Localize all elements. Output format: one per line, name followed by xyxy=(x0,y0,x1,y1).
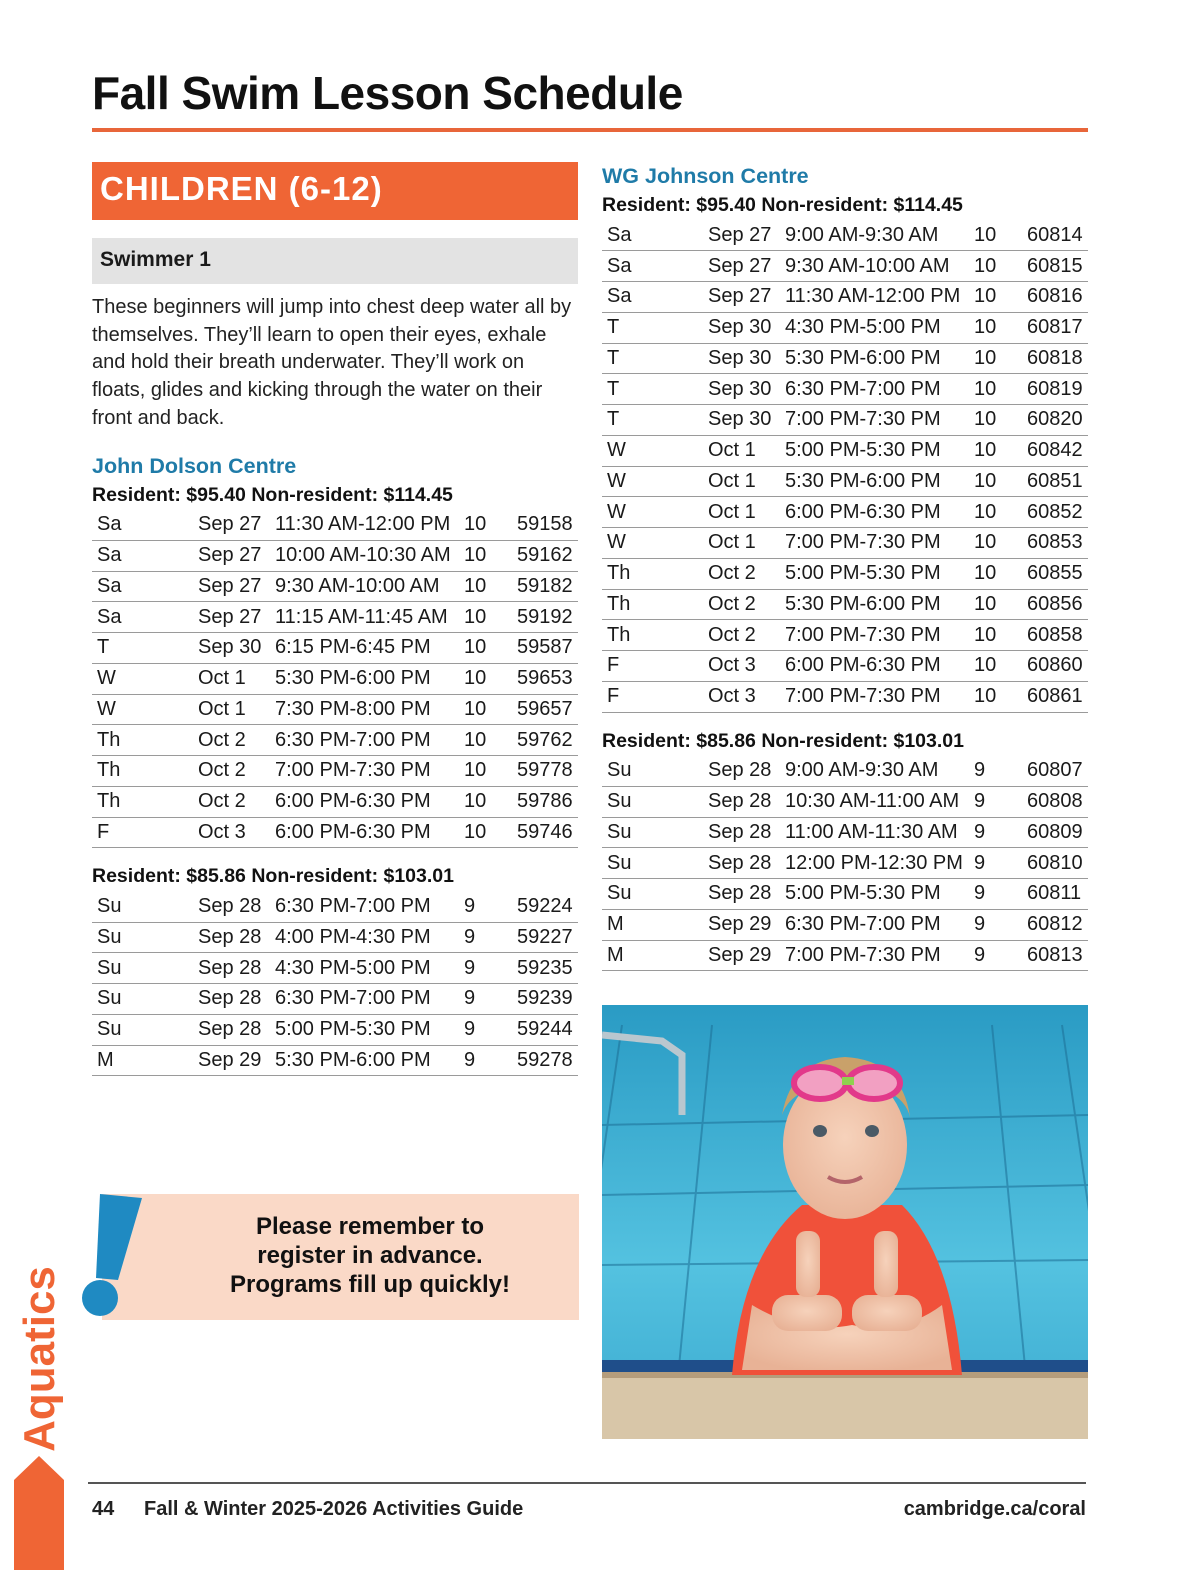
sessions-cell: 9 xyxy=(459,891,512,922)
table-row xyxy=(92,725,578,756)
sessions-cell: 10 xyxy=(969,466,1022,497)
day-cell: Th xyxy=(92,786,194,817)
sessions-cell: 10 xyxy=(459,571,512,602)
time-cell: 6:30 PM-7:00 PM xyxy=(270,725,459,756)
schedule-table-john-dolson-2 xyxy=(92,891,578,1076)
start-date-cell: Oct 2 xyxy=(704,589,780,620)
time-cell: 11:15 AM-11:45 AM xyxy=(270,602,459,633)
time-cell: 10:30 AM-11:00 AM xyxy=(780,786,969,817)
course-code-cell: 59227 xyxy=(512,922,578,953)
fee-line: Resident: $95.40 Non-resident: $114.45 xyxy=(92,483,453,506)
table-row xyxy=(602,374,1088,405)
time-cell: 11:00 AM-11:30 AM xyxy=(780,817,969,848)
start-date-cell: Sep 28 xyxy=(194,891,270,922)
day-cell: F xyxy=(602,681,704,712)
course-code-cell: 60858 xyxy=(1022,620,1088,651)
table-row xyxy=(602,558,1088,589)
start-date-cell: Sep 27 xyxy=(704,251,780,282)
time-cell: 9:00 AM-9:30 AM xyxy=(780,756,969,787)
time-cell: 6:30 PM-7:00 PM xyxy=(270,984,459,1015)
start-date-cell: Sep 28 xyxy=(704,848,780,879)
table-row xyxy=(92,953,578,984)
course-code-cell: 60814 xyxy=(1022,220,1088,251)
section-side-tab xyxy=(15,1266,64,1452)
reminder-text xyxy=(200,1212,540,1299)
reminder-line: register in advance. xyxy=(257,1242,483,1269)
start-date-cell: Sep 28 xyxy=(704,756,780,787)
course-code-cell: 60810 xyxy=(1022,848,1088,879)
table-row xyxy=(92,817,578,848)
day-cell: Sa xyxy=(92,510,194,541)
time-cell: 6:00 PM-6:30 PM xyxy=(270,786,459,817)
course-code-cell: 59657 xyxy=(512,694,578,725)
table-row xyxy=(602,786,1088,817)
sessions-cell: 10 xyxy=(969,589,1022,620)
sessions-cell: 9 xyxy=(969,786,1022,817)
table-row xyxy=(602,435,1088,466)
course-code-cell: 59239 xyxy=(512,984,578,1015)
time-cell: 9:30 AM-10:00 AM xyxy=(780,251,969,282)
table-row xyxy=(92,1045,578,1076)
time-cell: 7:00 PM-7:30 PM xyxy=(780,620,969,651)
table-row xyxy=(602,466,1088,497)
time-cell: 6:30 PM-7:00 PM xyxy=(780,909,969,940)
course-code-cell: 60815 xyxy=(1022,251,1088,282)
start-date-cell: Sep 29 xyxy=(194,1045,270,1076)
time-cell: 12:00 PM-12:30 PM xyxy=(780,848,969,879)
course-code-cell: 60816 xyxy=(1022,282,1088,313)
table-row xyxy=(602,251,1088,282)
course-code-cell: 59224 xyxy=(512,891,578,922)
course-code-cell: 59244 xyxy=(512,1014,578,1045)
guide-title: Fall & Winter 2025-2026 Activities Guide xyxy=(144,1498,524,1520)
table-row xyxy=(602,651,1088,682)
time-cell: 7:00 PM-7:30 PM xyxy=(780,405,969,436)
sessions-cell: 9 xyxy=(459,984,512,1015)
table-row xyxy=(602,343,1088,374)
fee-line: Resident: $85.86 Non-resident: $103.01 xyxy=(602,729,964,752)
day-cell: Th xyxy=(602,620,704,651)
level-heading: Swimmer 1 xyxy=(92,238,578,284)
start-date-cell: Sep 30 xyxy=(704,405,780,436)
sessions-cell: 10 xyxy=(969,282,1022,313)
day-cell: Su xyxy=(92,984,194,1015)
sessions-cell: 10 xyxy=(969,681,1022,712)
day-cell: Th xyxy=(602,589,704,620)
start-date-cell: Oct 3 xyxy=(704,651,780,682)
table-row xyxy=(92,891,578,922)
sessions-cell: 10 xyxy=(459,633,512,664)
sessions-cell: 9 xyxy=(459,953,512,984)
day-cell: Su xyxy=(602,848,704,879)
day-cell: F xyxy=(92,817,194,848)
footer-divider xyxy=(88,1482,1086,1484)
day-cell: M xyxy=(92,1045,194,1076)
sessions-cell: 9 xyxy=(969,940,1022,971)
time-cell: 6:00 PM-6:30 PM xyxy=(780,497,969,528)
table-row xyxy=(92,984,578,1015)
schedule-table-wg-johnson-2 xyxy=(602,756,1088,972)
day-cell: Sa xyxy=(602,220,704,251)
centre-name-john-dolson: John Dolson Centre xyxy=(92,453,297,478)
table-row xyxy=(602,756,1088,787)
time-cell: 6:00 PM-6:30 PM xyxy=(780,651,969,682)
day-cell: T xyxy=(602,405,704,436)
child-swimmer-photo xyxy=(602,1005,1088,1439)
time-cell: 4:00 PM-4:30 PM xyxy=(270,922,459,953)
table-row xyxy=(602,528,1088,559)
course-code-cell: 59786 xyxy=(512,786,578,817)
start-date-cell: Sep 28 xyxy=(704,786,780,817)
table-row xyxy=(92,571,578,602)
day-cell: Sa xyxy=(92,571,194,602)
sessions-cell: 10 xyxy=(459,817,512,848)
table-row xyxy=(92,663,578,694)
sessions-cell: 10 xyxy=(969,405,1022,436)
day-cell: W xyxy=(602,435,704,466)
start-date-cell: Sep 28 xyxy=(704,879,780,910)
day-cell: W xyxy=(92,694,194,725)
day-cell: M xyxy=(602,940,704,971)
table-row xyxy=(602,312,1088,343)
time-cell: 5:00 PM-5:30 PM xyxy=(270,1014,459,1045)
course-code-cell: 59762 xyxy=(512,725,578,756)
time-cell: 7:00 PM-7:30 PM xyxy=(780,940,969,971)
sessions-cell: 9 xyxy=(969,879,1022,910)
table-row xyxy=(92,694,578,725)
day-cell: T xyxy=(92,633,194,664)
course-code-cell: 59162 xyxy=(512,540,578,571)
start-date-cell: Sep 30 xyxy=(704,312,780,343)
time-cell: 4:30 PM-5:00 PM xyxy=(270,953,459,984)
course-code-cell: 60842 xyxy=(1022,435,1088,466)
start-date-cell: Sep 27 xyxy=(194,571,270,602)
sessions-cell: 10 xyxy=(459,663,512,694)
sessions-cell: 10 xyxy=(459,725,512,756)
day-cell: Sa xyxy=(602,282,704,313)
table-row xyxy=(92,1014,578,1045)
time-cell: 5:30 PM-6:00 PM xyxy=(270,663,459,694)
time-cell: 6:30 PM-7:00 PM xyxy=(780,374,969,405)
start-date-cell: Sep 30 xyxy=(704,343,780,374)
course-code-cell: 60819 xyxy=(1022,374,1088,405)
table-row xyxy=(602,879,1088,910)
table-row xyxy=(602,681,1088,712)
course-code-cell: 60807 xyxy=(1022,756,1088,787)
course-code-cell: 60812 xyxy=(1022,909,1088,940)
sessions-cell: 9 xyxy=(459,1045,512,1076)
sessions-cell: 9 xyxy=(969,756,1022,787)
course-code-cell: 60855 xyxy=(1022,558,1088,589)
course-code-cell: 60809 xyxy=(1022,817,1088,848)
time-cell: 5:30 PM-6:00 PM xyxy=(780,466,969,497)
day-cell: Su xyxy=(92,1014,194,1045)
start-date-cell: Sep 30 xyxy=(704,374,780,405)
time-cell: 7:30 PM-8:00 PM xyxy=(270,694,459,725)
right-column xyxy=(602,162,1088,971)
time-cell: 6:15 PM-6:45 PM xyxy=(270,633,459,664)
course-code-cell: 60813 xyxy=(1022,940,1088,971)
sessions-cell: 10 xyxy=(969,497,1022,528)
sessions-cell: 10 xyxy=(969,220,1022,251)
course-code-cell: 60811 xyxy=(1022,879,1088,910)
sessions-cell: 10 xyxy=(969,251,1022,282)
day-cell: T xyxy=(602,312,704,343)
course-code-cell: 60852 xyxy=(1022,497,1088,528)
footer-url[interactable]: cambridge.ca/coral xyxy=(903,1498,1086,1520)
sessions-cell: 10 xyxy=(459,510,512,541)
table-row xyxy=(602,620,1088,651)
day-cell: W xyxy=(602,466,704,497)
time-cell: 7:00 PM-7:30 PM xyxy=(780,528,969,559)
sessions-cell: 9 xyxy=(969,909,1022,940)
table-row xyxy=(92,633,578,664)
sessions-cell: 9 xyxy=(459,1014,512,1045)
left-column xyxy=(92,162,578,1076)
table-row xyxy=(602,405,1088,436)
start-date-cell: Sep 29 xyxy=(704,940,780,971)
fee-line: Resident: $95.40 Non-resident: $114.45 xyxy=(602,194,963,216)
table-row xyxy=(92,922,578,953)
start-date-cell: Sep 28 xyxy=(194,984,270,1015)
table-row xyxy=(92,786,578,817)
sessions-cell: 10 xyxy=(459,756,512,787)
course-code-cell: 60817 xyxy=(1022,312,1088,343)
start-date-cell: Sep 27 xyxy=(194,510,270,541)
start-date-cell: Oct 1 xyxy=(704,528,780,559)
start-date-cell: Sep 27 xyxy=(194,540,270,571)
start-date-cell: Sep 28 xyxy=(194,953,270,984)
day-cell: F xyxy=(602,651,704,682)
course-code-cell: 59235 xyxy=(512,953,578,984)
section-banner: CHILDREN (6-12) xyxy=(92,162,578,220)
day-cell: Su xyxy=(602,817,704,848)
sessions-cell: 9 xyxy=(969,817,1022,848)
schedule-table-john-dolson-1 xyxy=(92,510,578,849)
start-date-cell: Sep 27 xyxy=(194,602,270,633)
page-number: 44 xyxy=(92,1498,115,1520)
start-date-cell: Oct 3 xyxy=(194,817,270,848)
table-row xyxy=(602,589,1088,620)
day-cell: Su xyxy=(92,891,194,922)
time-cell: 4:30 PM-5:00 PM xyxy=(780,312,969,343)
table-row xyxy=(92,602,578,633)
start-date-cell: Sep 28 xyxy=(194,1014,270,1045)
day-cell: Th xyxy=(602,558,704,589)
side-tab-arrow-icon xyxy=(14,1456,64,1570)
schedule-table-wg-johnson-1 xyxy=(602,220,1088,713)
day-cell: Th xyxy=(92,756,194,787)
sessions-cell: 10 xyxy=(969,528,1022,559)
start-date-cell: Oct 2 xyxy=(704,620,780,651)
day-cell: W xyxy=(602,497,704,528)
course-code-cell: 60818 xyxy=(1022,343,1088,374)
day-cell: M xyxy=(602,909,704,940)
sessions-cell: 10 xyxy=(969,620,1022,651)
day-cell: Sa xyxy=(92,540,194,571)
table-row xyxy=(602,817,1088,848)
time-cell: 6:00 PM-6:30 PM xyxy=(270,817,459,848)
time-cell: 5:30 PM-6:00 PM xyxy=(780,589,969,620)
day-cell: Su xyxy=(602,879,704,910)
start-date-cell: Oct 3 xyxy=(704,681,780,712)
sessions-cell: 10 xyxy=(459,694,512,725)
day-cell: Su xyxy=(92,953,194,984)
start-date-cell: Sep 27 xyxy=(704,282,780,313)
course-code-cell: 59746 xyxy=(512,817,578,848)
level-description: These beginners will jump into chest deep water all by themselves. They’ll learn to open their eyes, exhale and hold their breath underwater. They’ll work on floats, glides and kicking through the water on their front and back. xyxy=(92,296,572,429)
course-code-cell: 60861 xyxy=(1022,681,1088,712)
course-code-cell: 60851 xyxy=(1022,466,1088,497)
start-date-cell: Oct 2 xyxy=(194,756,270,787)
start-date-cell: Oct 2 xyxy=(704,558,780,589)
course-code-cell: 60808 xyxy=(1022,786,1088,817)
sessions-cell: 10 xyxy=(969,435,1022,466)
start-date-cell: Sep 28 xyxy=(194,922,270,953)
day-cell: Su xyxy=(92,922,194,953)
sessions-cell: 10 xyxy=(969,558,1022,589)
course-code-cell: 60860 xyxy=(1022,651,1088,682)
day-cell: T xyxy=(602,343,704,374)
course-code-cell: 59182 xyxy=(512,571,578,602)
start-date-cell: Oct 1 xyxy=(704,466,780,497)
sessions-cell: 9 xyxy=(459,922,512,953)
start-date-cell: Oct 1 xyxy=(194,694,270,725)
table-row xyxy=(602,497,1088,528)
course-code-cell: 60820 xyxy=(1022,405,1088,436)
time-cell: 7:00 PM-7:30 PM xyxy=(270,756,459,787)
time-cell: 5:00 PM-5:30 PM xyxy=(780,558,969,589)
course-code-cell: 59278 xyxy=(512,1045,578,1076)
sessions-cell: 10 xyxy=(459,786,512,817)
time-cell: 9:00 AM-9:30 AM xyxy=(780,220,969,251)
sessions-cell: 10 xyxy=(459,602,512,633)
course-code-cell: 59158 xyxy=(512,510,578,541)
reminder-line: Please remember to xyxy=(255,1213,485,1240)
course-code-cell: 59192 xyxy=(512,602,578,633)
side-tab-label: Aquatics xyxy=(15,1266,64,1452)
sessions-cell: 10 xyxy=(969,312,1022,343)
exclamation-icon xyxy=(78,1190,148,1320)
start-date-cell: Sep 28 xyxy=(704,817,780,848)
reminder-callout xyxy=(102,1194,579,1320)
table-row xyxy=(602,909,1088,940)
time-cell: 11:30 AM-12:00 PM xyxy=(780,282,969,313)
sessions-cell: 9 xyxy=(969,848,1022,879)
start-date-cell: Oct 2 xyxy=(194,725,270,756)
course-code-cell: 59587 xyxy=(512,633,578,664)
start-date-cell: Sep 27 xyxy=(704,220,780,251)
table-row xyxy=(602,848,1088,879)
table-row xyxy=(602,940,1088,971)
course-code-cell: 60856 xyxy=(1022,589,1088,620)
start-date-cell: Oct 1 xyxy=(704,497,780,528)
start-date-cell: Oct 1 xyxy=(704,435,780,466)
table-row xyxy=(92,510,578,541)
time-cell: 5:30 PM-6:00 PM xyxy=(270,1045,459,1076)
table-row xyxy=(602,282,1088,313)
day-cell: Sa xyxy=(602,251,704,282)
time-cell: 5:30 PM-6:00 PM xyxy=(780,343,969,374)
table-row xyxy=(92,756,578,787)
start-date-cell: Oct 1 xyxy=(194,663,270,694)
time-cell: 9:30 AM-10:00 AM xyxy=(270,571,459,602)
time-cell: 11:30 AM-12:00 PM xyxy=(270,510,459,541)
table-row xyxy=(92,540,578,571)
sessions-cell: 10 xyxy=(459,540,512,571)
title-divider xyxy=(92,128,1088,132)
time-cell: 5:00 PM-5:30 PM xyxy=(780,435,969,466)
day-cell: Th xyxy=(92,725,194,756)
day-cell: Su xyxy=(602,786,704,817)
sessions-cell: 10 xyxy=(969,374,1022,405)
sessions-cell: 10 xyxy=(969,343,1022,374)
start-date-cell: Oct 2 xyxy=(194,786,270,817)
reminder-line: Programs fill up quickly! xyxy=(229,1271,511,1298)
page-title: Fall Swim Lesson Schedule xyxy=(92,67,683,119)
course-code-cell: 60853 xyxy=(1022,528,1088,559)
start-date-cell: Sep 30 xyxy=(194,633,270,664)
course-code-cell: 59778 xyxy=(512,756,578,787)
day-cell: Su xyxy=(602,756,704,787)
time-cell: 6:30 PM-7:00 PM xyxy=(270,891,459,922)
course-code-cell: 59653 xyxy=(512,663,578,694)
time-cell: 5:00 PM-5:30 PM xyxy=(780,879,969,910)
day-cell: W xyxy=(92,663,194,694)
time-cell: 7:00 PM-7:30 PM xyxy=(780,681,969,712)
day-cell: W xyxy=(602,528,704,559)
time-cell: 10:00 AM-10:30 AM xyxy=(270,540,459,571)
sessions-cell: 10 xyxy=(969,651,1022,682)
day-cell: T xyxy=(602,374,704,405)
day-cell: Sa xyxy=(92,602,194,633)
start-date-cell: Sep 29 xyxy=(704,909,780,940)
table-row xyxy=(602,220,1088,251)
fee-line: Resident: $85.86 Non-resident: $103.01 xyxy=(92,865,454,888)
centre-name-wg-johnson: WG Johnson Centre xyxy=(602,164,809,188)
